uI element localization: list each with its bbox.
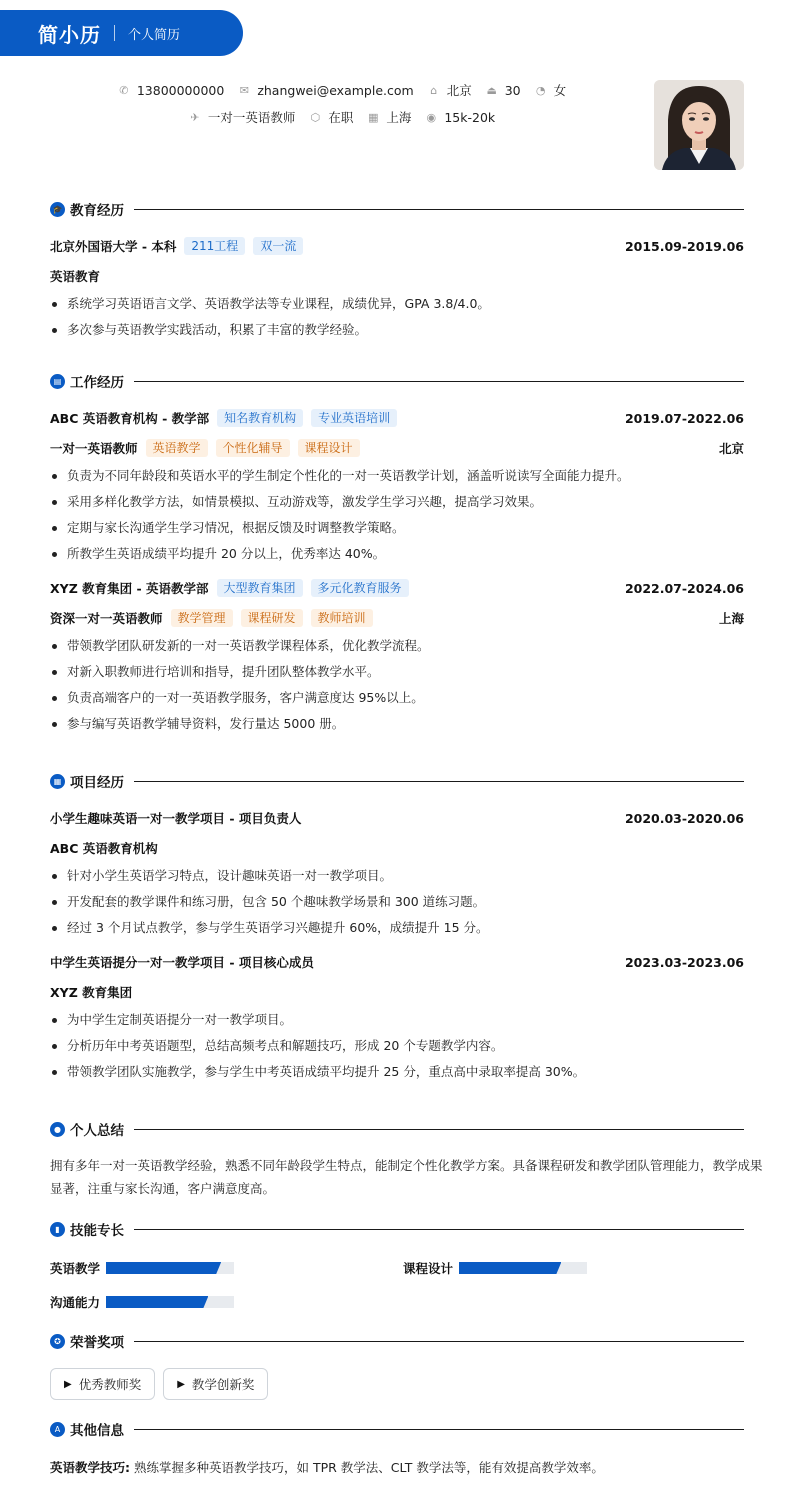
award-item: ▶ 教学创新奖 — [163, 1368, 268, 1400]
list-item: 参与编写英语教学辅导资料，发行量达 5000 册。 — [50, 711, 744, 737]
awards-list — [50, 1368, 744, 1400]
contact-email: ✉ zhangwei@example.com — [239, 82, 414, 98]
list-item: 为中学生定制英语提分一对一教学项目。 — [50, 1007, 744, 1033]
project-row — [50, 952, 744, 972]
company-tag: 知名教育机构 — [217, 409, 303, 427]
section-title: 教育经历 — [70, 203, 124, 219]
education-section — [50, 199, 744, 343]
education-header — [50, 199, 744, 219]
age-icon: ⏏ — [486, 83, 497, 97]
list-item: 针对小学生英语学习特点，设计趣味英语一对一教学项目。 — [50, 863, 744, 889]
summary-header — [50, 1119, 744, 1139]
job-company-row — [50, 578, 744, 598]
project-name: 中学生英语提分一对一教学项目 - 项目核心成员 — [50, 955, 314, 970]
skill-item — [50, 1259, 234, 1277]
job-role: 一对一英语教师 — [50, 441, 138, 456]
skills-header — [50, 1219, 744, 1239]
section-title: 荣誉奖项 — [70, 1335, 124, 1351]
profile-photo — [654, 80, 744, 170]
list-item: 带领教学团队研发新的一对一英语教学课程体系，优化教学流程。 — [50, 633, 744, 659]
skill-name: 沟通能力 — [50, 1295, 101, 1310]
project-date: 2020.03-2020.06 — [624, 810, 744, 826]
summary-line: 显著，注重与家长沟通，客户满意度高。 — [50, 1181, 276, 1196]
job-city: 北京 — [718, 441, 744, 456]
education-row — [50, 236, 744, 256]
project-date: 2023.03-2023.06 — [624, 954, 744, 970]
role-tag: 个性化辅导 — [216, 439, 290, 457]
job-city: 上海 — [718, 611, 744, 626]
job-company-row — [50, 408, 744, 428]
section-divider — [134, 1229, 744, 1230]
company-name: ABC 英语教育机构 - 教学部 — [50, 411, 210, 426]
section-divider — [134, 1341, 744, 1342]
brand-divider — [114, 25, 115, 41]
job-bullets — [50, 463, 744, 567]
skill-item — [50, 1293, 234, 1311]
awards-header — [50, 1331, 744, 1351]
project-org: ABC 英语教育机构 — [50, 841, 158, 856]
company-tag: 专业英语培训 — [311, 409, 397, 427]
phone-icon: ✆ — [119, 83, 129, 97]
play-icon: ▶ — [177, 1378, 185, 1390]
list-item: 负责高端客户的一对一英语教学服务，客户满意度达 95%以上。 — [50, 685, 744, 711]
job-role-row — [50, 438, 744, 458]
section-title: 项目经历 — [70, 775, 124, 791]
list-item: 多次参与英语教学实践活动，积累了丰富的教学经验。 — [50, 317, 744, 343]
status-icon: ⬡ — [310, 110, 321, 124]
job-bullets — [50, 633, 744, 737]
skill-item — [403, 1259, 587, 1277]
contact-target-city: ▦ 上海 — [368, 110, 412, 125]
skill-bar — [106, 1296, 234, 1308]
projects-section — [50, 771, 744, 1085]
briefcase-icon: ▤ — [50, 374, 65, 389]
list-item: 带领教学团队实施教学，参与学生中考英语成绩平均提升 25 分，重点高中录取率提高 30%。 — [50, 1059, 744, 1085]
other-section — [50, 1419, 744, 1476]
list-item: 采用多样化教学方法，如情景模拟、互动游戏等，激发学生学习兴趣，提高学习效果。 — [50, 489, 744, 515]
brand-logo: 简小历 — [38, 22, 101, 47]
section-divider — [134, 209, 744, 210]
skill-bar — [106, 1262, 234, 1274]
company-tag: 多元化教育服务 — [311, 579, 409, 597]
list-item: 分析历年中考英语题型，总结高频考点和解题技巧，形成 20 个专题教学内容。 — [50, 1033, 744, 1059]
list-item: 所教学生英语成绩平均提升 20 分以上，优秀率达 40%。 — [50, 541, 744, 567]
project-bullets — [50, 863, 744, 941]
bar-chart-icon: ▮ — [50, 1222, 65, 1237]
work-section — [50, 371, 744, 737]
section-divider — [134, 1129, 744, 1130]
job-role: 资深一对一英语教师 — [50, 611, 163, 626]
project-name: 小学生趣味英语一对一教学项目 - 项目负责人 — [50, 811, 302, 826]
award-item: ▶ 优秀教师奖 — [50, 1368, 155, 1400]
education-bullets — [50, 291, 744, 343]
list-item: 负责为不同年龄段和英语水平的学生制定个性化的一对一英语教学计划，涵盖听说读写全面能力提升。 — [50, 463, 744, 489]
brand-bar — [0, 10, 243, 56]
building-icon: ▦ — [368, 110, 379, 124]
brand-subtitle: 个人简历 — [128, 27, 181, 43]
contact-salary: ◉ 15k-20k — [426, 109, 496, 125]
skills-section — [50, 1219, 744, 1319]
school-name: 北京外国语大学 - 本科 — [50, 239, 177, 254]
section-title: 其他信息 — [70, 1423, 124, 1439]
project-org-row — [50, 982, 744, 1002]
skill-name: 课程设计 — [403, 1261, 454, 1276]
awards-section — [50, 1331, 744, 1400]
medal-icon: ✪ — [50, 1334, 65, 1349]
project-org: XYZ 教育集团 — [50, 985, 133, 1000]
summary-section — [50, 1119, 763, 1200]
contact-gender: ◔ 女 — [535, 83, 567, 98]
gender-icon: ◔ — [535, 83, 546, 97]
skill-bar-fill — [459, 1262, 561, 1274]
graduation-cap-icon: 🎓 — [50, 202, 65, 217]
project-org-row — [50, 838, 744, 858]
list-item: 定期与家长沟通学生学习情况，根据反馈及时调整教学策略。 — [50, 515, 744, 541]
role-tag: 教师培训 — [311, 609, 373, 627]
contact-row-2 — [0, 108, 684, 126]
work-header — [50, 371, 744, 391]
section-divider — [134, 1429, 744, 1430]
contact-phone: ✆ 13800000000 — [119, 82, 225, 98]
contact-status: ⬡ 在职 — [310, 110, 354, 125]
other-header — [50, 1419, 744, 1439]
section-title: 个人总结 — [70, 1123, 124, 1139]
section-divider — [134, 781, 744, 782]
contact-job: ✈ 一对一英语教师 — [190, 110, 296, 125]
project-bullets — [50, 1007, 744, 1085]
list-item: 开发配套的教学课件和练习册，包含 50 个趣味教学场景和 300 道练习题。 — [50, 889, 744, 915]
mail-icon: ✉ — [239, 83, 249, 97]
other-value: 熟练掌握多种英语教学技巧，如 TPR 教学法、CLT 教学法等，能有效提高教学效率。 — [133, 1460, 604, 1475]
job-date: 2019.07-2022.06 — [624, 410, 744, 426]
major-row — [50, 266, 744, 286]
skill-bar-fill — [106, 1262, 221, 1274]
list-item: 系统学习英语语言文学、英语教学法等专业课程，成绩优异，GPA 3.8/4.0。 — [50, 291, 744, 317]
summary-line: 拥有多年一对一英语教学经验，熟悉不同年龄段学生特点，能制定个性化教学方案。具备课程研发和教学团队管理能力，教学成果 — [50, 1158, 763, 1173]
projects-header — [50, 771, 744, 791]
section-divider — [134, 381, 744, 382]
other-key: 英语教学技巧: — [50, 1460, 130, 1475]
list-item: 经过 3 个月试点教学，参与学生英语学习兴趣提升 60%，成绩提升 15 分。 — [50, 915, 744, 941]
play-icon: ▶ — [64, 1378, 72, 1390]
summary-text — [50, 1154, 763, 1200]
other-info — [50, 1458, 744, 1476]
school-tag: 双一流 — [253, 237, 303, 255]
role-tag: 课程设计 — [298, 439, 360, 457]
list-item: 对新入职教师进行培训和指导，提升团队整体教学水平。 — [50, 659, 744, 685]
paper-plane-icon: ✈ — [190, 110, 200, 124]
info-icon: A — [50, 1422, 65, 1437]
job-role-row — [50, 608, 744, 628]
skill-bar-fill — [106, 1296, 208, 1308]
skill-bar — [459, 1262, 587, 1274]
major-name: 英语教育 — [50, 269, 101, 284]
contact-city: ⌂ 北京 — [428, 81, 472, 99]
project-row — [50, 808, 744, 828]
contact-row-1 — [0, 81, 684, 99]
user-icon: ● — [50, 1122, 65, 1137]
section-title: 技能专长 — [70, 1223, 124, 1239]
company-tag: 大型教育集团 — [217, 579, 303, 597]
company-name: XYZ 教育集团 - 英语教学部 — [50, 581, 209, 596]
home-icon: ⌂ — [430, 83, 438, 97]
role-tag: 英语教学 — [146, 439, 208, 457]
salary-icon: ◉ — [426, 110, 437, 124]
job-date: 2022.07-2024.06 — [624, 580, 744, 596]
school-tag: 211工程 — [184, 237, 245, 255]
role-tag: 课程研发 — [241, 609, 303, 627]
contact-age: ⏏ 30 — [486, 82, 521, 98]
skill-name: 英语教学 — [50, 1261, 101, 1276]
grid-icon: ▦ — [50, 774, 65, 789]
education-date: 2015.09-2019.06 — [624, 238, 744, 254]
role-tag: 教学管理 — [171, 609, 233, 627]
section-title: 工作经历 — [70, 375, 124, 391]
